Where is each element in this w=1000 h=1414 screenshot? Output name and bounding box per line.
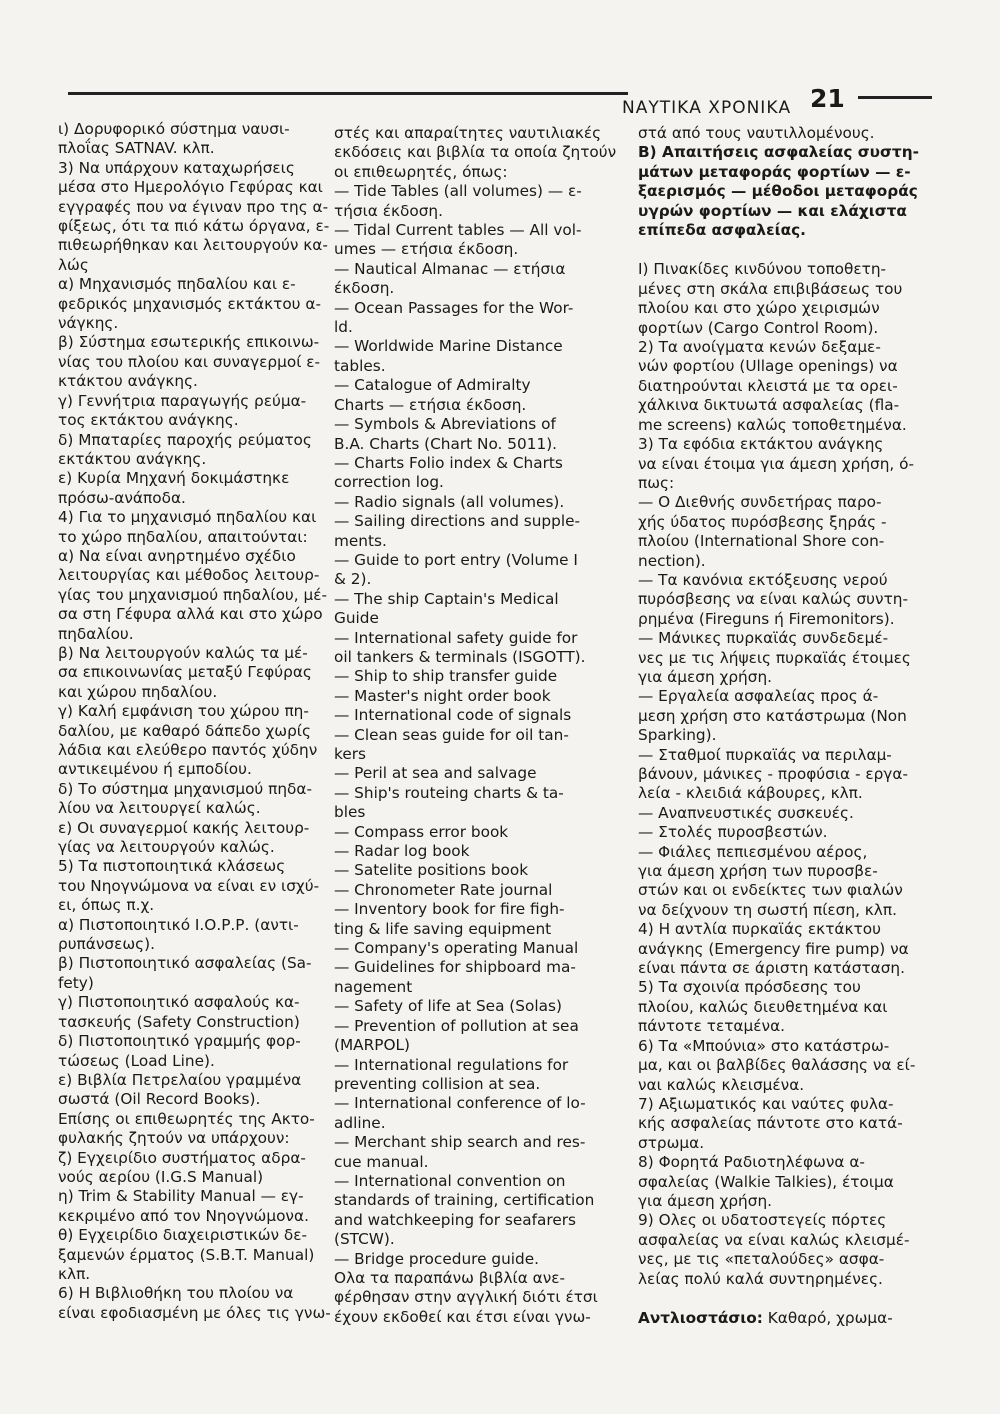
text-line: — Catalogue of Admiralty [334,376,531,395]
text-line: σωστά (Oil Record Books). [58,1090,261,1109]
text-line: δ) Το σύστημα μηχανισμού πηδα- [58,779,313,798]
text-line: λεία - κλειδιά κάβουρες, κλπ. [638,784,863,803]
text-line: — Σταθμοί πυρκαϊάς να περιλαμ- [638,745,892,764]
text-line: ναι καλώς κλεισμένα. [638,1075,805,1094]
text-line: λίου να λειτουργεί καλώς. [58,799,261,818]
header-rule-left [68,92,628,95]
text-line: εκτάκτου ανάγκης. [58,449,207,468]
text-line: tables. [334,356,386,375]
text-line: και χώρου πηδαλίου. [58,682,218,701]
text-line: εκδόσεις και βιβλία τα οποία ζητούν [334,143,617,162]
text-line: λείας πολύ καλά συντηρημένες. [638,1269,883,1288]
text-line: πρόσω-ανάποδα. [58,488,186,507]
text-line: ει, όπως π.χ. [58,896,155,915]
text-line: φεδρικός μηχανισμός εκτάκτου α- [58,294,321,313]
text-line: — Tidal Current tables — All vol- [334,221,582,240]
text-line: — Φιάλες πεπιεσμένου αέρος, [638,842,868,861]
text-line: Charts — ετήσια έκδοση. [334,395,527,414]
text-line: τασκευής (Safety Construction) [58,1012,300,1031]
text-line: νες με τις λήψεις πυρκαϊάς έτοιμες [638,648,911,667]
text-column-3 [638,124,928,1328]
text-line: — Bridge procedure guide. [334,1249,539,1268]
text-line: 3) Τα εφόδια εκτάκτου ανάγκης [638,435,884,454]
text-line: λώς [58,255,89,274]
text-line: 9) Ολες οι υδατοστεγείς πόρτες [638,1211,887,1230]
text-line: κλπ. [58,1264,91,1283]
text-line: πλοίου (International Shore con- [638,532,885,551]
text-line: 4) Η αντλία πυρκαϊάς εκτάκτου [638,920,881,939]
text-line: να είναι έτοιμα για άμεση χρήση, ό- [638,454,915,473]
text-line: cue manual. [334,1152,429,1171]
text-line: κεκριμένο από τον Νηογνώμονα. [58,1206,309,1225]
text-line: φυλακής ζητούν να υπάρχουν: [58,1129,290,1148]
text-line: ε) Κυρία Μηχανή δοκιμάστηκε [58,469,290,488]
text-line: μα, και οι βαλβίδες θαλάσσης να εί- [638,1056,916,1075]
text-line: — Ocean Passages for the Wor- [334,298,574,317]
text-line: fety) [58,973,94,992]
text-line: πυρόσβεσης να είναι καλώς συντη- [638,590,909,609]
text-line: νών φορτίου (Ullage openings) να [638,357,898,376]
text-line: αντικειμένου ή εμποδίου. [58,760,252,779]
text-line: B.A. Charts (Chart No. 5011). [334,434,558,453]
text-line: oil tankers & terminals (ISGOTT). [334,647,586,666]
text-line: μεση χρήση στο κατάστρωμα (Non [638,706,907,725]
running-head: ΝΑΥΤΙΚΑ ΧΡΟΝΙΚΑ [622,98,792,118]
text-line: δαλίου, με καθαρό δάπεδο χωρίς [58,721,311,740]
text-line: Επίσης οι επιθεωρητές της Ακτο- [58,1109,315,1128]
header-rule-right [858,96,932,99]
text-line: bles [334,803,366,822]
text-line: Ι) Πινακίδες κινδύνου τοποθετη- [638,260,887,279]
text-line: — Radio signals (all volumes). [334,492,565,511]
text-line: umes — ετήσια έκδοση. [334,240,519,259]
text-line: γίας του μηχανισμού πηδαλίου, μέ- [58,585,328,604]
text-line: — Compass error book [334,822,509,841]
text-line: — Symbols & Abreviations of [334,415,556,434]
text-line: — Worldwide Marine Distance [334,337,563,356]
text-line: ρυπάνσεως). [58,935,155,954]
text-line: φίξεως, ότι τα πιό κάτω όργανα, ε- [58,217,330,236]
text-line: — Ship to ship transfer guide [334,667,558,686]
text-line: — Safety of life at Sea (Solas) [334,997,562,1016]
page-number: 21 [810,84,845,113]
text-line: ι) Δορυφορικό σύστημα ναυσι- [58,120,290,138]
text-line: — International code of signals [334,706,572,725]
text-line: τήσια έκδοση. [334,201,443,220]
text-line: — Nautical Almanac — ετήσια [334,259,566,278]
text-line: να δείχνουν τη σωστή πίεση, κλπ. [638,900,897,919]
text-line: πιθεωρήθηκαν και λειτουργούν κα- [58,236,328,255]
text-line: — Peril at sea and salvage [334,764,537,783]
text-line: 6) Η Βιβλιοθήκη του πλοίου να [58,1284,294,1303]
text-line: οι επιθεωρητές, όπως: [334,162,508,181]
text-line: έχουν εκδοθεί και έτσι είναι γνω- [334,1307,591,1326]
text-line: kers [334,745,366,763]
text-line: — Radar log book [334,842,470,861]
text-line: 2) Τα ανοίγματα κενών δεξαμε- [638,338,881,357]
text-line: λειτουργίας και μέθοδος λειτουρ- [58,566,320,585]
text-line: — Inventory book for fire figh- [334,900,565,919]
text-column-2 [334,124,617,1327]
text-line: τώσεως (Load Line). [58,1051,215,1070]
text-line: Guide [334,609,379,628]
text-line: standards of training, certification [334,1191,595,1210]
text-line: ξαερισμός — μέθοδοι μεταφοράς [638,182,918,201]
text-line: ting & life saving equipment [334,919,552,938]
text-line: μένες στη σκάλα επιβιβάσεως του [638,279,903,298]
text-line: (MARPOL) [334,1036,411,1055]
text-line: nagement [334,977,413,996]
text-line: στών και οι ενδείκτες των φιαλών [638,881,903,900]
text-line: στές και απαραίτητες ναυτιλιακές [334,124,602,142]
text-line: — Guidelines for shipboard ma- [334,958,576,977]
text-line: α) Μηχανισμός πηδαλίου και ε- [58,275,296,294]
text-line: — International conference of lo- [334,1094,586,1113]
text-line: νες, με τις «πεταλούδες» ασφα- [638,1250,885,1269]
text-line: ld. [334,318,353,337]
text-line: 5) Τα σχοινία πρόσδεσης του [638,978,861,997]
text-line: επίπεδα ασφαλείας. [638,221,806,240]
text-line: — International regulations for [334,1055,569,1074]
text-line: δ) Μπαταρίες παροχής ρεύματος [58,430,312,449]
text-line: — Στολές πυροσβεστών. [638,823,828,842]
text-line: σα επικοινωνίας μεταξύ Γεφύρας [58,663,312,682]
text-line: and watchkeeping for seafarers [334,1210,577,1229]
text-line: πλοίου, καλώς διευθετημένα και [638,997,888,1016]
text-line: ανάγκης (Emergency fire pump) να [638,939,909,958]
text-line: νίας του πλοίου και συναγερμοί ε- [58,352,321,371]
text-line: έκδοση. [334,279,395,298]
text-line: εγγραφές που να έγιναν προ της α- [58,197,329,216]
text-line: πλοΐας SATNAV. κλπ. [58,139,215,158]
text-line: διατηρούνται κλειστά με τα ορει- [638,376,898,395]
text-line: — Merchant ship search and res- [334,1133,586,1152]
text-line: — International convention on [334,1171,566,1190]
text-line: — Sailing directions and supple- [334,512,581,531]
text-line: — Satelite positions book [334,861,529,880]
text-line: μέσα στο Ημερολόγιο Γεφύρας και [58,178,323,197]
text-line: ε) Βιβλία Πετρελαίου γραμμένα [58,1070,302,1089]
text-line: β) Να λειτουργούν καλώς τα μέ- [58,643,308,662]
text-line: (STCW). [334,1230,395,1249]
text-line: 3) Να υπάρχουν καταχωρήσεις [58,158,295,177]
text-line: είναι πάντα σε άριστη κατάσταση. [638,959,905,978]
text-line: 8) Φορητά Ραδιοτηλέφωνα α- [638,1153,865,1172]
text-line: η) Trim & Stability Manual — εγ- [58,1187,304,1206]
text-line: & 2). [334,570,372,589]
text-line: ξαμενών έρματος (S.B.T. Manual) [58,1245,315,1264]
text-line: ρημένα (Fireguns ή Firemonitors). [638,609,895,628]
text-line: ζ) Εγχειρίδιο συστήματος αδρα- [58,1148,306,1167]
text-line: στά από τους ναυτιλλομένους. [638,124,875,142]
text-line: φέρθησαν στην αγγλική διότι έτσι [334,1288,598,1307]
text-line: υγρών φορτίων — και ελάχιστα [638,201,907,220]
text-line: ασφαλείας να είναι καλώς κλεισμέ- [638,1230,910,1249]
text-line: 5) Τα πιστοποιητικά κλάσεως [58,857,286,876]
text-line: κτάκτου ανάγκης. [58,372,198,391]
text-line: 4) Για το μηχανισμό πηδαλίου και [58,508,317,527]
text-line: βάνουν, μάνικες - προφύσια - εργα- [638,765,908,783]
text-line: — Clean seas guide for oil tan- [334,725,569,744]
text-line: νούς αερίου (I.G.S Manual) [58,1167,264,1186]
text-line: correction log. [334,473,444,492]
text-line: μάτων μεταφοράς φορτίων — ε- [638,162,911,181]
text-line: — Ship's routeing charts & ta- [334,783,564,802]
text-line: είναι εφοδιασμένη με όλες τις γνω- [58,1303,331,1322]
text-line: ments. [334,531,387,550]
text-line: — Prevention of pollution at sea [334,1016,579,1035]
text-line: λάδια και ελεύθερο παντός χύδην [58,741,318,759]
text-line: δ) Πιστοποιητικό γραμμής φορ- [58,1032,301,1051]
text-line: στρωμα. [638,1133,705,1152]
text-column-1 [58,120,331,1323]
text-line: Ολα τα παραπάνω βιβλία ανε- [334,1268,566,1287]
text-line: 6) Τα «Μπούνια» στο κατάστρω- [638,1036,890,1055]
text-line: κής ασφαλείας πάντοτε στο κατά- [638,1114,903,1133]
text-line: — Ο Διεθνής συνδετήρας παρο- [638,493,882,512]
text-line: πάντοτε τεταμένα. [638,1017,786,1036]
text-line: πως: [638,473,675,492]
text-line: β) Σύστημα εσωτερικής επικοινω- [58,333,320,352]
text-line: για άμεση χρήση. [638,1191,773,1210]
text-line: α) Να είναι ανηρτημένο σχέδιο [58,546,296,565]
text-line: για άμεση χρήση. [638,667,773,686]
text-line: — Master's night order book [334,686,551,705]
text-line: me screens) καλώς τοποθετημένα. [638,415,907,434]
text-line: — Chronometer Rate journal [334,880,553,899]
text-line: 7) Αξιωματικός και ναύτες φυλα- [638,1094,894,1113]
text-line: φορτίων (Cargo Control Room). [638,318,879,337]
text-line: χάλκινα δικτυωτά ασφαλείας (fla- [638,396,900,415]
text-line: χής ύδατος πυρόσβεσης ξηράς - [638,512,887,531]
text-line: πηδαλίου. [58,624,134,643]
text-line: θ) Εγχειρίδιο διαχειριστικών δε- [58,1226,308,1245]
text-line: Αντλιοστάσιο: Καθαρό, χρωμα- [638,1308,893,1327]
text-line: γ) Πιστοποιητικό ασφαλούς κα- [58,993,300,1012]
run-in-label: Αντλιοστάσιο: [638,1308,763,1327]
text-line: — Μάνικες πυρκαϊάς συνδεδεμέ- [638,629,889,648]
text-line: Sparking). [638,726,717,745]
text-line: σα στη Γέφυρα αλλά και στο χώρο [58,605,323,624]
text-line: — The ship Captain's Medical [334,589,559,608]
text-line: σφαλείας (Walkie Talkies), έτοιμα [638,1172,894,1191]
text-line: γίας να λειτουργούν καλώς. [58,838,275,857]
text-line: του Νηογνώμονα να είναι εν ισχύ- [58,876,320,895]
text-line: — Charts Folio index & Charts [334,453,563,472]
text-line: ε) Οι συναγερμοί κακής λειτουρ- [58,818,310,837]
text-line: — Αναπνευστικές συσκευές. [638,803,854,822]
text-line: το χώρο πηδαλίου, απαιτούνται: [58,527,308,546]
text-line: — Τα κανόνια εκτόξευσης νερού [638,570,888,589]
text-line: γ) Γεννήτρια παραγωγής ρεύμα- [58,391,307,410]
text-line: — Guide to port entry (Volume I [334,550,578,569]
text-line: — International safety guide for [334,628,578,647]
text-line: adline. [334,1113,386,1132]
text-line: α) Πιστοποιητικό Ι.Ο.Ρ.Ρ. (αντι- [58,915,299,934]
text-line: — Tide Tables (all volumes) — ε- [334,182,582,201]
text-line: για άμεση χρήση των πυροσβε- [638,862,878,881]
text-line: — Company's operating Manual [334,939,579,958]
text-line: Β) Απαιτήσεις ασφαλείας συστη- [638,143,919,162]
text-line: — Εργαλεία ασφαλείας προς ά- [638,687,879,706]
text-line: β) Πιστοποιητικό ασφαλείας (Sa- [58,954,312,973]
text-line: preventing collision at sea. [334,1074,541,1093]
text-line: γ) Καλή εμφάνιση του χώρου πη- [58,702,309,721]
text-line: νάγκης. [58,314,119,333]
text-line: τος εκτάκτου ανάγκης. [58,411,239,430]
text-line: πλοίου και στο χώρο χειρισμών [638,299,880,318]
text-line: nection). [638,551,706,570]
